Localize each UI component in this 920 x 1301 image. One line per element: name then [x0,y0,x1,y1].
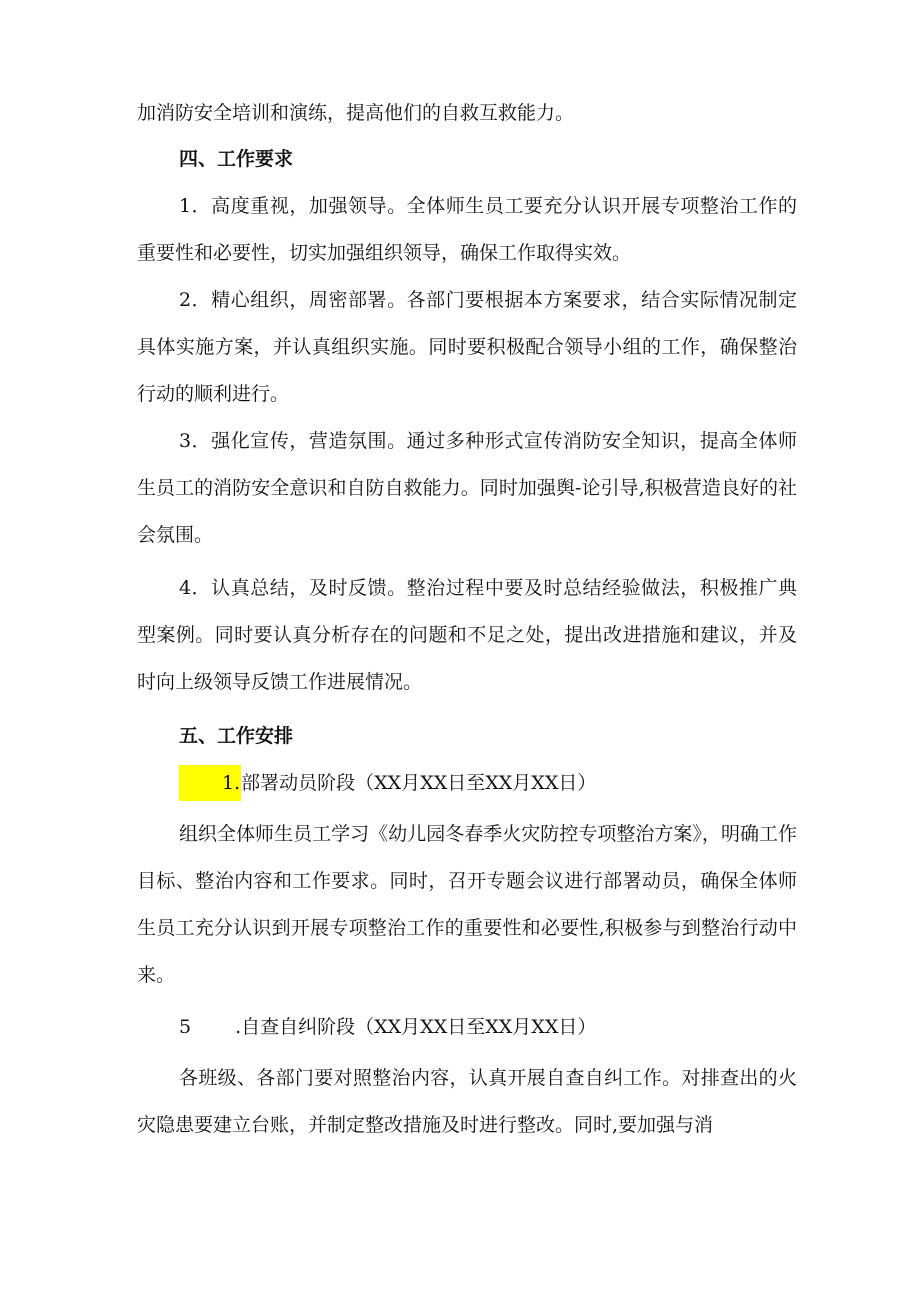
section-heading-requirements: 四、工作要求 [179,148,294,170]
schedule-stage-1-body: 组织全体师生员工学习《幼儿园冬春季火灾防控专项整治方案》，明确工作目标、整治内容和工作要求。同时，召开专题会议进行部署动员，确保全体师生员工充分认识到开展专项整治工作的重要性和必要性,积极参与到整治行动中来。 [137,823,797,986]
schedule-stage-2-title [137,1004,797,1051]
stage-1-title-text: 部署动员阶段（XX月XX日至XX月XX日） [241,772,597,794]
requirement-item-1: 1．高度重视，加强领导。全体师生员工要充分认识开展专项整治工作的重要性和必要性，切实加强组织领导，确保工作取得实效。 [137,195,797,264]
schedule-stage-1-title [137,760,797,807]
paragraph-continuation: 加消防安全培训和演练，提高他们的自救互救能力。 [137,102,575,124]
stage-2-title-text: .自查自纠阶段（XX月XX日至XX月XX日） [235,1016,597,1038]
section-heading-schedule: 五、工作安排 [179,725,294,747]
stage-2-number: 5 [179,1016,192,1038]
requirement-item-3: 3．强化宣传，营造氛围。通过多种形式宣传消防安全知识，提高全体师生员工的消防安全意识和自防自救能力。同时加强舆-论引导,积极营造良好的社会氛围。 [137,430,797,546]
requirement-item-2: 2．精心组织，周密部署。各部门要根据本方案要求，结合实际情况制定具体实施方案，并认真组织实施。同时要积极配合领导小组的工作，确保整治行动的顺利进行。 [137,289,797,405]
requirement-item-4: 4．认真总结，及时反馈。整治过程中要及时总结经验做法，积极推广典型案例。同时要认真分析存在的问题和不足之处，提出改进措施和建议，并及时向上级领导反馈工作进展情况。 [137,577,797,693]
schedule-stage-2-body: 各班级、各部门要对照整治内容，认真开展自查自纠工作。对排查出的火灾隐患要建立台账，并制定整改措施及时进行整改。同时,要加强与消 [137,1067,797,1136]
highlighted-number: 1. [179,765,241,801]
